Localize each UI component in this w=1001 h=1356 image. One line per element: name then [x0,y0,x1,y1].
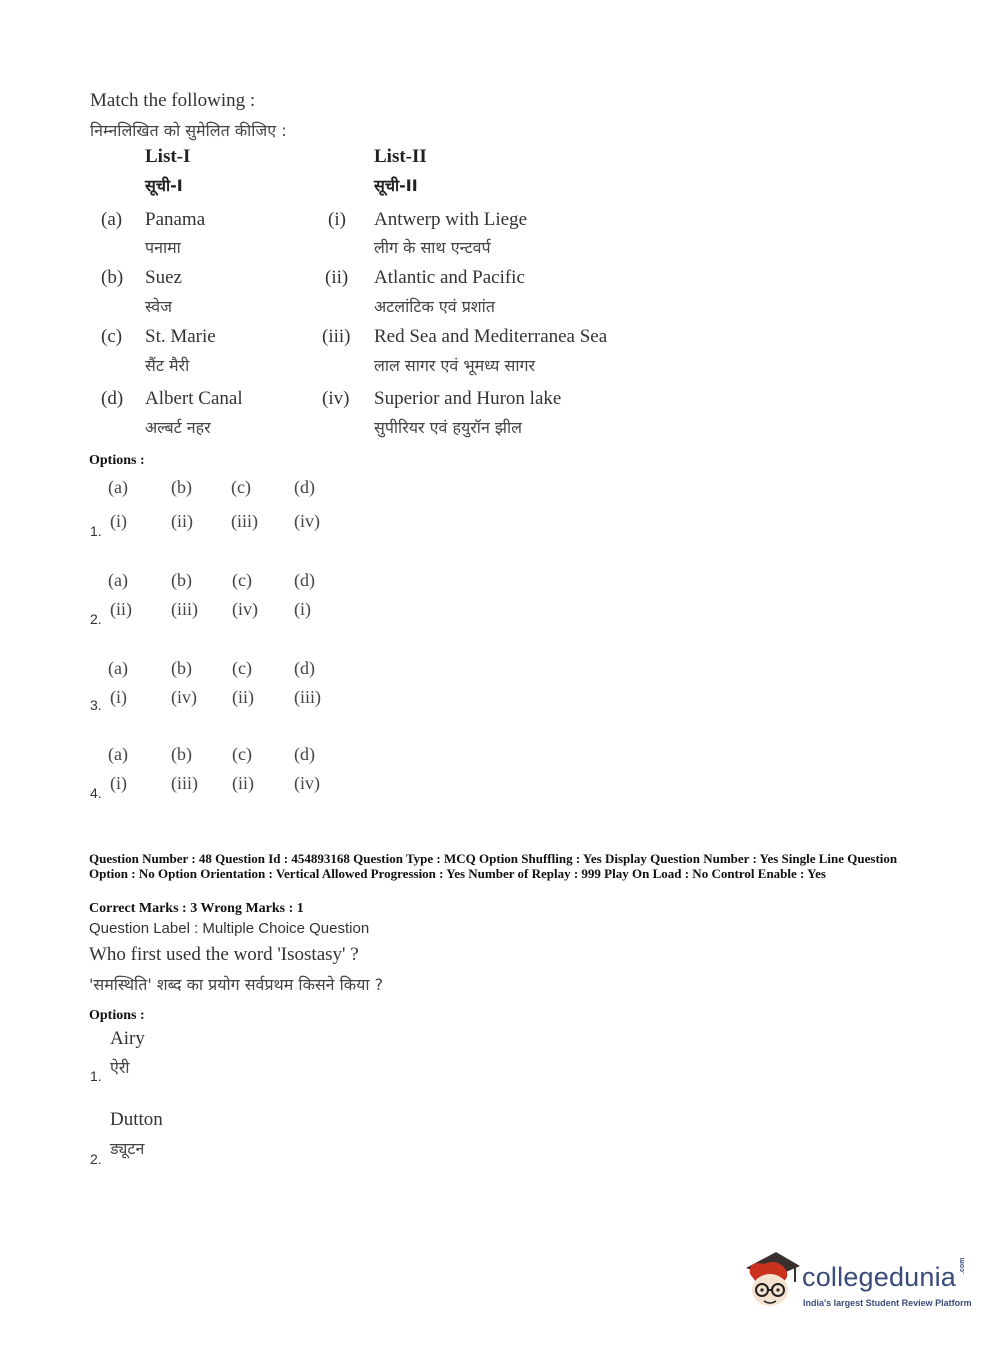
q48-question-hi: 'समस्थिति' शब्द का प्रयोग सर्वप्रथम किसने किया ? [89,975,384,994]
opt3-val-b: (iv) [171,687,197,707]
opt4-val-b: (iii) [171,773,198,793]
opt2-head-d: (d) [294,570,315,590]
opt1-val-d: (iv) [294,511,320,531]
opt4-val-a: (i) [110,773,127,793]
q48-marks: Correct Marks : 3 Wrong Marks : 1 [89,901,304,916]
opt4-number: 4. [90,785,102,801]
brand-name: collegedunia [802,1262,957,1292]
opt1-val-c: (iii) [231,511,258,531]
brand-tagline: India's largest Student Review Platform [803,1298,972,1308]
list1-heading-hi: सूची-I [145,176,183,195]
row-a-left-en: Panama [145,209,206,230]
row-c-label: (c) [101,326,123,347]
row-b-label: (b) [101,267,124,288]
row-b-right-en: Atlantic and Pacific [374,267,525,288]
row-b-right-label: (ii) [325,267,349,288]
q48-opt1-en: Airy [110,1028,145,1049]
row-a-right-en: Antwerp with Liege [374,209,528,230]
brand-suffix: .com [959,1257,966,1274]
opt2-val-a: (ii) [110,599,132,619]
row-b-left-hi: स्वेज [145,297,172,316]
list2-heading: List-II [374,146,427,167]
opt4-head-b: (b) [171,744,192,764]
opt1-head-b: (b) [171,477,192,497]
opt1-val-b: (ii) [171,511,193,531]
q48-opt1-number: 1. [90,1068,102,1084]
opt1-number: 1. [90,523,102,539]
opt3-head-d: (d) [294,658,315,678]
opt3-number: 3. [90,697,102,713]
row-d-left-en: Albert Canal [145,388,243,409]
opt1-head-c: (c) [231,477,251,497]
row-c-right-label: (iii) [322,326,351,347]
row-b-left-en: Suez [145,267,182,288]
opt2-val-d: (i) [294,599,311,619]
mascot-icon [742,1248,802,1310]
q47-intro-hi: निम्नलिखित को सुमेलित कीजिए : [90,121,287,140]
row-a-right-hi: लीग के साथ एन्टवर्प [374,238,491,257]
row-b-right-hi: अटलांटिक एवं प्रशांत [374,297,495,316]
row-a-right-label: (i) [328,209,346,230]
opt2-val-c: (iv) [232,599,258,619]
q48-opt2-number: 2. [90,1151,102,1167]
row-d-label: (d) [101,388,124,409]
q47-intro-en: Match the following : [90,90,256,111]
opt2-head-a: (a) [108,570,128,590]
row-d-right-hi: सुपीरियर एवं हयुरॉन झील [374,418,522,437]
list1-heading: List-I [145,146,191,167]
row-d-left-hi: अल्बर्ट नहर [145,418,211,437]
opt3-head-c: (c) [232,658,252,678]
opt4-head-c: (c) [232,744,252,764]
opt4-val-c: (ii) [232,773,254,793]
opt2-head-b: (b) [171,570,192,590]
q47-options-label: Options : [89,453,145,468]
opt3-head-b: (b) [171,658,192,678]
opt1-head-d: (d) [294,477,315,497]
row-c-right-hi: लाल सागर एवं भूमध्य सागर [374,356,536,375]
q48-opt2-en: Dutton [110,1109,163,1130]
opt3-head-a: (a) [108,658,128,678]
opt2-head-c: (c) [232,570,252,590]
row-c-left-hi: सैंट मैरी [145,356,190,375]
opt4-head-a: (a) [108,744,128,764]
opt3-val-a: (i) [110,687,127,707]
opt1-val-a: (i) [110,511,127,531]
q48-question-en: Who first used the word 'Isostasy' ? [89,944,359,965]
row-d-right-label: (iv) [322,388,350,409]
collegedunia-logo[interactable] [742,1248,972,1318]
opt4-val-d: (iv) [294,773,320,793]
row-c-right-en: Red Sea and Mediterranea Sea [374,326,608,347]
opt3-val-d: (iii) [294,687,321,707]
q48-opt2-hi: ड्यूटन [110,1139,145,1158]
list2-heading-hi: सूची-II [374,176,418,195]
q48-options-label: Options : [89,1008,145,1023]
q48-question-label: Question Label : Multiple Choice Question [89,920,370,937]
row-d-right-en: Superior and Huron lake [374,388,562,409]
row-a-left-hi: पनामा [145,238,181,257]
q48-opt1-hi: ऐरी [110,1058,130,1077]
row-c-left-en: St. Marie [145,326,216,347]
row-a-label: (a) [101,209,123,230]
opt2-val-b: (iii) [171,599,198,619]
opt4-head-d: (d) [294,744,315,764]
opt3-val-c: (ii) [232,687,254,707]
q48-meta: Question Number : 48 Question Id : 454893168 Question Type : MCQ Option Shuffling : Yes Display Question Number : Yes Single Line Question Option : No Option Orientation : Vertical Allowed Progression : Yes Number of Replay : 999 Play On Load : No Control Enable : Yes [89,851,898,881]
opt1-head-a: (a) [108,477,128,497]
opt2-number: 2. [90,611,102,627]
